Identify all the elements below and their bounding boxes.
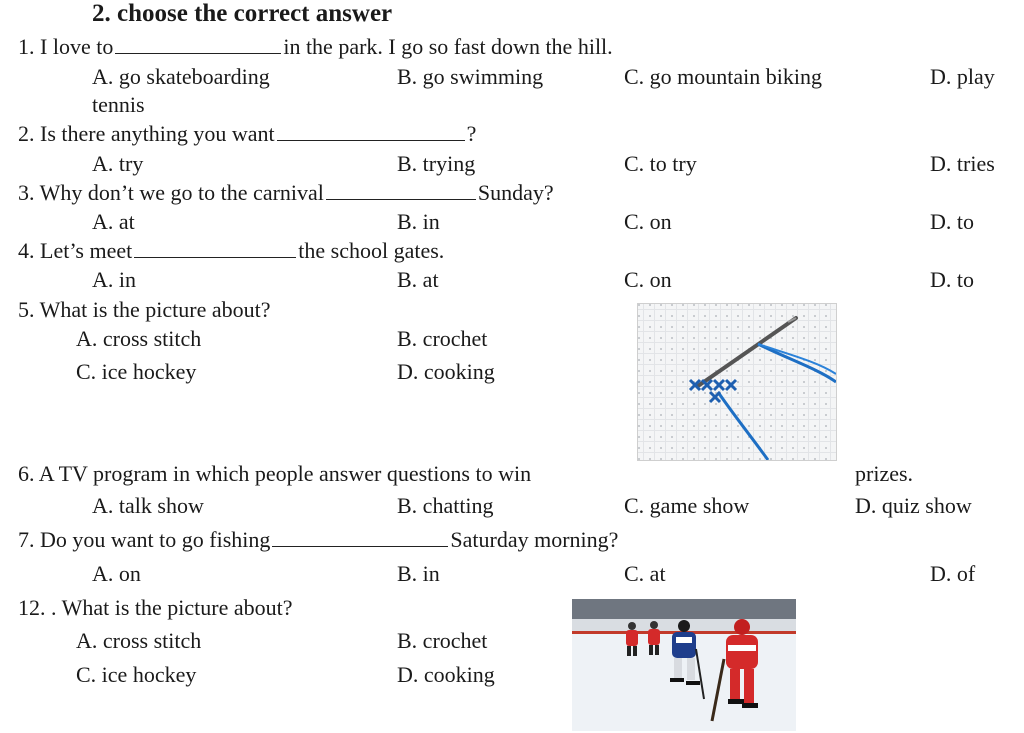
question-5-option-a[interactable]: A. cross stitch (76, 326, 202, 351)
question-1-text-after: in the park. I go so fast down the hill. (283, 34, 613, 59)
question-2-option-a[interactable]: A. try (92, 151, 144, 176)
question-4-option-b[interactable]: B. at (397, 267, 439, 292)
question-1-option-b[interactable]: B. go swimming (397, 64, 544, 89)
question-12-option-b[interactable]: B. crochet (397, 628, 488, 653)
worksheet-title: 2. choose the correct answer (92, 0, 393, 27)
question-12-option-a[interactable]: A. cross stitch (76, 628, 202, 653)
question-2 (18, 121, 476, 147)
ice-hockey-illustration (572, 599, 796, 731)
question-6-option-b[interactable]: B. chatting (397, 493, 494, 518)
question-1-option-a[interactable]: A. go skateboarding (92, 64, 270, 89)
answer-blank[interactable] (115, 37, 281, 54)
answer-blank[interactable] (272, 530, 448, 547)
question-6: 6. A TV program in which people answer questions to win (18, 461, 532, 486)
question-7-option-a[interactable]: A. on (92, 561, 141, 586)
question-5-option-d[interactable]: D. cooking (397, 359, 495, 384)
question-7-text-before: 7. Do you want to go fishing (18, 527, 271, 552)
question-5-option-b[interactable]: B. crochet (397, 326, 488, 351)
answer-blank[interactable] (326, 183, 476, 200)
question-12-option-d[interactable]: D. cooking (397, 662, 495, 687)
aida-fabric (638, 304, 836, 460)
question-2-option-d[interactable]: D. tries (930, 151, 995, 176)
cross-stitch-illustration (638, 304, 836, 460)
question-7-option-b[interactable]: B. in (397, 561, 440, 586)
question-3-option-c[interactable]: C. on (624, 209, 672, 234)
cross-stitch-picture (637, 303, 837, 461)
question-2-text-before: 2. Is there anything you want (18, 121, 275, 146)
question-6-option-d[interactable]: D. quiz show (855, 493, 972, 518)
question-4-option-c[interactable]: C. on (624, 267, 672, 292)
question-6-text-after: prizes. (855, 461, 914, 486)
question-12: 12. . What is the picture about? (18, 595, 293, 620)
question-7-text-after: Saturday morning? (450, 527, 619, 552)
question-5: 5. What is the picture about? (18, 297, 271, 322)
question-3 (18, 180, 554, 206)
answer-blank[interactable] (277, 124, 465, 141)
question-7-option-d[interactable]: D. of (930, 561, 976, 586)
question-1-option-d[interactable]: D. play (930, 64, 995, 89)
question-6-option-a[interactable]: A. talk show (92, 493, 204, 518)
question-2-option-c[interactable]: C. to try (624, 151, 697, 176)
ice-hockey-picture (572, 599, 796, 731)
question-2-option-b[interactable]: B. trying (397, 151, 476, 176)
question-12-option-c[interactable]: C. ice hockey (76, 662, 197, 687)
question-4-option-a[interactable]: A. in (92, 267, 136, 292)
question-1-option-d-continued: tennis (92, 92, 145, 117)
question-5-option-c[interactable]: C. ice hockey (76, 359, 197, 384)
question-4 (18, 238, 444, 264)
question-2-text-after: ? (466, 121, 477, 146)
question-3-text-before: 3. Why don’t we go to the carnival (18, 180, 324, 205)
question-7-option-c[interactable]: C. at (624, 561, 666, 586)
answer-blank[interactable] (134, 241, 296, 258)
question-3-option-d[interactable]: D. to (930, 209, 974, 234)
question-1 (18, 34, 613, 60)
question-1-text-before: 1. I love to (18, 34, 114, 59)
question-6-option-c[interactable]: C. game show (624, 493, 750, 518)
question-1-option-c[interactable]: C. go mountain biking (624, 64, 822, 89)
question-4-option-d[interactable]: D. to (930, 267, 974, 292)
question-7 (18, 527, 618, 553)
question-3-text-after: Sunday? (477, 180, 554, 205)
question-3-option-b[interactable]: B. in (397, 209, 440, 234)
question-4-text-before: 4. Let’s meet (18, 238, 133, 263)
question-4-text-after: the school gates. (298, 238, 445, 263)
question-3-option-a[interactable]: A. at (92, 209, 135, 234)
